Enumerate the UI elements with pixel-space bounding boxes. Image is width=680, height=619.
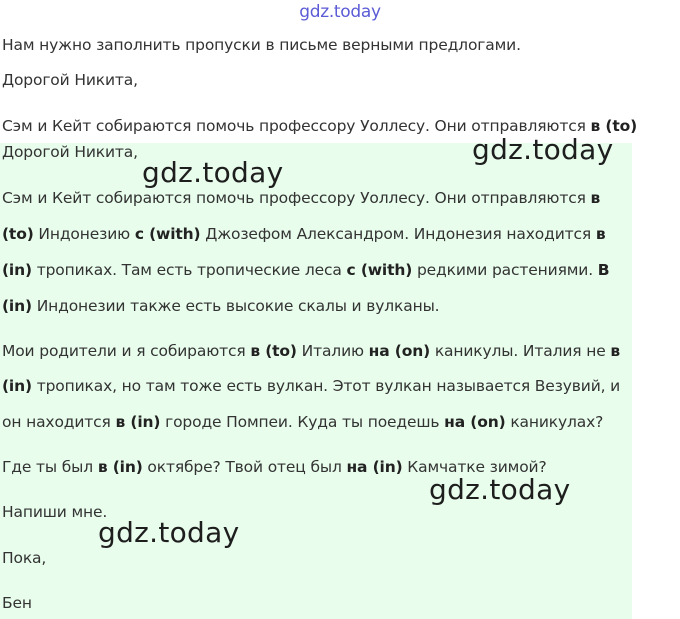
text: Италию	[296, 342, 369, 360]
text: Индонезии также есть высокие скалы и вулканы.	[31, 297, 440, 315]
preposition: в (to)	[250, 342, 297, 360]
preposition: в	[610, 342, 621, 360]
preposition: в	[595, 225, 606, 243]
text: городе Помпеи. Куда ты поедешь	[160, 413, 445, 431]
preposition: в (in)	[115, 413, 161, 431]
text: каникулы. Италия не	[430, 342, 611, 360]
text: Джозефом Александром. Индонезия находится	[200, 225, 596, 243]
preposition: в	[590, 189, 601, 207]
answer-line-7	[2, 412, 603, 432]
preposition: с (with)	[346, 261, 413, 279]
answer-line-5	[2, 341, 620, 361]
text: тропиках, но там тоже есть вулкан. Этот вулкан называется Везувий, и	[31, 377, 621, 395]
text: он находится	[2, 413, 116, 431]
preposition: на (in)	[346, 458, 403, 476]
preposition: (in)	[2, 261, 32, 279]
task-greeting: Дорогой Никита,	[2, 71, 138, 89]
text: Сэм и Кейт собираются помочь профессору Уоллесу. Они отправляются	[2, 117, 591, 135]
watermark: gdz.today	[429, 473, 571, 506]
task-intro: Нам нужно заполнить пропуски в письме верными предлогами.	[2, 36, 521, 54]
text: Мои родители и я собираются	[2, 342, 251, 360]
preposition: в (to)	[590, 117, 638, 135]
preposition: с (with)	[134, 225, 201, 243]
answer-line-6	[2, 376, 620, 396]
watermark: gdz.today	[142, 156, 284, 189]
answer-line-4	[2, 296, 439, 316]
answer-name: Бен	[2, 594, 32, 612]
preposition: на (on)	[368, 342, 431, 360]
answer-write: Напиши мне.	[2, 503, 108, 521]
watermark: gdz.today	[472, 133, 614, 166]
site-logo[interactable]: gdz.today	[299, 2, 381, 22]
answer-line-1	[2, 188, 600, 208]
answer-line-3	[2, 260, 609, 280]
preposition: в (in)	[97, 458, 143, 476]
preposition: (in)	[2, 297, 32, 315]
preposition: (to)	[2, 225, 34, 243]
watermark: gdz.today	[98, 516, 240, 549]
text: Индонезию	[33, 225, 135, 243]
preposition: (in)	[2, 377, 32, 395]
preposition: на (on)	[444, 413, 506, 431]
text: Камчатке зимой?	[402, 458, 547, 476]
answer-line-2	[2, 224, 606, 244]
text: тропиках. Там есть тропические леса	[31, 261, 347, 279]
text: Где ты был	[2, 458, 98, 476]
text: редкими растениями.	[412, 261, 598, 279]
answer-bye: Пока,	[2, 549, 47, 567]
answer-greeting: Дорогой Никита,	[2, 143, 138, 161]
text: Сэм и Кейт собираются помочь профессору Уоллесу. Они отправляются	[2, 189, 591, 207]
text: октябре? Твой отец был	[142, 458, 347, 476]
preposition: В	[597, 261, 610, 279]
text: каникулах?	[505, 413, 604, 431]
